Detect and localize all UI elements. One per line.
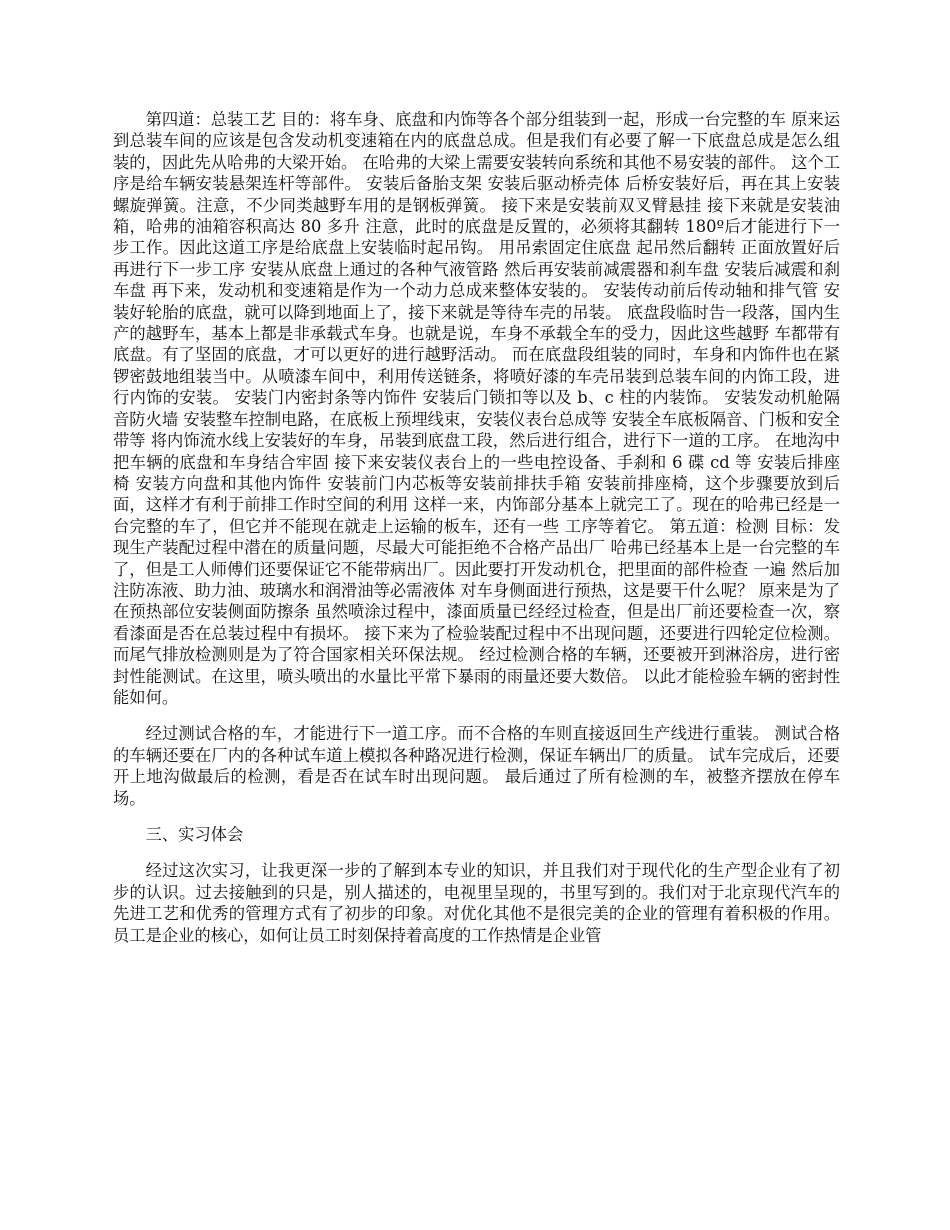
document-page bbox=[113, 109, 840, 946]
paragraph-gap bbox=[113, 708, 840, 723]
paragraph-test-results: 经过测试合格的车，才能进行下一道工序。而不合格的车则直接返回生产线进行重装。 测试合格的车辆还要在厂内的各种试车道上模拟各种路况进行检测，保证车辆出厂的质量。 试车完成后，还要开上地沟做最后的检测，看是否在试车时出现问题。 最后通过了所有检测的车，被整齐摆放在停车场。 bbox=[113, 724, 840, 808]
section-heading: 三、实习体会 bbox=[145, 825, 244, 844]
paragraph-gap bbox=[113, 809, 840, 824]
paragraph-gap bbox=[113, 845, 840, 860]
paragraph-internship-reflection: 经过这次实习，让我更深一步的了解到本专业的知识，并且我们对于现代化的生产型企业有了初步的认识。过去接触到的只是，别人描述的，电视里呈现的，书里写到的。我们对于北京现代汽车的先进工艺和优秀的管理方式有了初步的印象。对优化其他不是很完美的企业的管理有着积极的作用。员工是企业的核心，如何让员工时刻保持着高度的工作热情是企业管 bbox=[113, 861, 840, 945]
paragraph-assembly-and-inspection: 第四道：总装工艺 目的：将车身、底盘和内饰等各个部分组装到一起，形成一台完整的车 原来运到总装车间的应该是包含发动机变速箱在内的底盘总成。但是我们有必要了解一下底盘总成是怎么组装的，因此先从哈弗的大梁开始。 在哈弗的大梁上需要安装转向系统和其他不易安装的部件。 这个工序是给车辆安装悬架连杆等部件。 安装后备胎支架 安装后驱动桥壳体 后桥安装好后，再在其上安装螺旋弹簧。注意，不少同类越野车用的是钢板弹簧。 接下来是安装前双叉臂悬挂 接下来就是安装油箱，哈弗的油箱容积高达 80 多升 注意，此时的底盘是反置的，必须将其翻转 180º后才能进行下一步工作。因此这道工序是给底盘上安装临时起吊钩。 用吊索固定住底盘 起吊然后翻转 正面放置好后再进行下一步工序 安装从底盘上通过的各种气液管路 然后再安装前减震器和刹车盘 安装后减震和刹车盘 再下来，发动机和变速箱是作为一个动力总成来整体安装的。 安装传动前后传动轴和排气管 安装好轮胎的底盘，就可以降到地面上了，接下来就是等待车壳的吊装。 底盘段临时告一段落，国内生产的越野车，基本上都是非承载式车身。也就是说，车身不承载全车的受力，因此这些越野 车都带有底盘。有了坚固的底盘，才可以更好的进行越野活动。 而在底盘段组装的同时，车身和内饰件也在紧锣密鼓地组装当中。从喷漆车间中，利用传送链条，将喷好漆的车壳吊装到总装车间的内饰工段，进行内饰的安装。 安装门内密封条等内饰件 安装后门锁扣等以及 b、c 柱的内装饰。 安装发动机舱隔音防火墙 安装整车控制电路，在底板上预埋线束，安装仪表台总成等 安装全车底板隔音、门板和安全带等 将内饰流水线上安装好的车身，吊装到底盘工段，然后进行组合，进行下一道的工序。 在地沟中把车辆的底盘和车身结合牢固 接下来安装仪表台上的一些电控设备、手刹和 6 碟 cd 等 安装后排座椅 安装方向盘和其他内饰件 安装前门内芯板等安装前排扶手箱 安装前排座椅，这个步骤要放到后面，这样才有利于前排工作时空间的利用 这样一来，内饰部分基本上就完工了。现在的哈弗已经是一台完整的车了，但它并不能现在就走上运输的板车，还有一些 工序等着它。 第五道：检测 目标：发现生产装配过程中潜在的质量问题，尽最大可能拒绝不合格产品出厂 哈弗已经基本上是一台完整的车了，但是工人师傅们还要保证它不能带病出厂。因此要打开发动机仓，把里面的部件检查 一遍 然后加注防冻液、助力油、玻璃水和润滑油等必需液体 对车身侧面进行预热，这是要干什么呢？ 原来是为了在预热部位安装侧面防擦条 虽然喷涂过程中，漆面质量已经经过检查，但是出厂前还要检查一次，察看漆面是否在总装过程中有损坏。 接下来为了检验装配过程中不出现问题，还要进行四轮定位检测。而尾气排放检测则是为了符合国家相关环保法规。 经过检测合格的车辆，还要被开到淋浴房，进行密封性能测试。在这里，喷头喷出的水量比平常下暴雨的雨量还要大数倍。 以此才能检验车辆的密封性能如何。 bbox=[113, 110, 840, 707]
